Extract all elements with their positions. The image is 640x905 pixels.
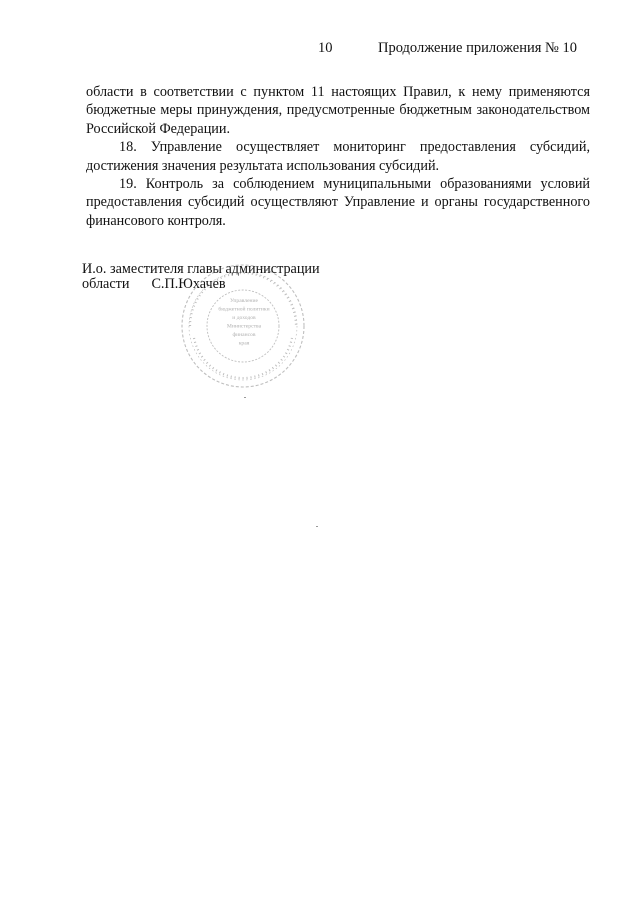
stamp-text-line: финансов: [232, 332, 256, 338]
scan-speck: [316, 526, 318, 527]
document-body: [86, 83, 590, 230]
paragraph-18: 18. Управление осуществляет мониторинг предоставления субсидий, достижения значения результата использования субсидий.: [86, 139, 590, 174]
stamp-text-line: края: [238, 340, 250, 347]
stamp-text-line: бюджетной политики: [218, 306, 270, 313]
signatory-region: области: [82, 276, 130, 292]
page-header: [0, 40, 640, 60]
scan-speck: [244, 397, 246, 398]
paragraph-19: 19. Контроль за соблюдением муниципальными образованиями условий предоставления субсидий осуществляют Управление и органы государственного финансового контроля.: [86, 176, 590, 229]
signatory-position: И.о. заместителя главы администрации: [82, 261, 320, 277]
signatory-name: С.П.Юхачев: [151, 276, 226, 292]
page-number: 10: [318, 40, 333, 56]
stamp-text-line: Управление: [229, 298, 259, 304]
stamp-text-line: и доходов: [232, 315, 256, 321]
official-seal-stamp: [178, 262, 308, 390]
paragraph-continuation: области в соответствии с пунктом 11 настоящих Правил, к нему применяются бюджетные меры принуждения, предусмотренные бюджетным законодательством Российской Федерации.: [86, 84, 590, 137]
stamp-text-line: Министерства: [226, 323, 262, 330]
annex-continuation-note: Продолжение приложения № 10: [378, 40, 577, 56]
